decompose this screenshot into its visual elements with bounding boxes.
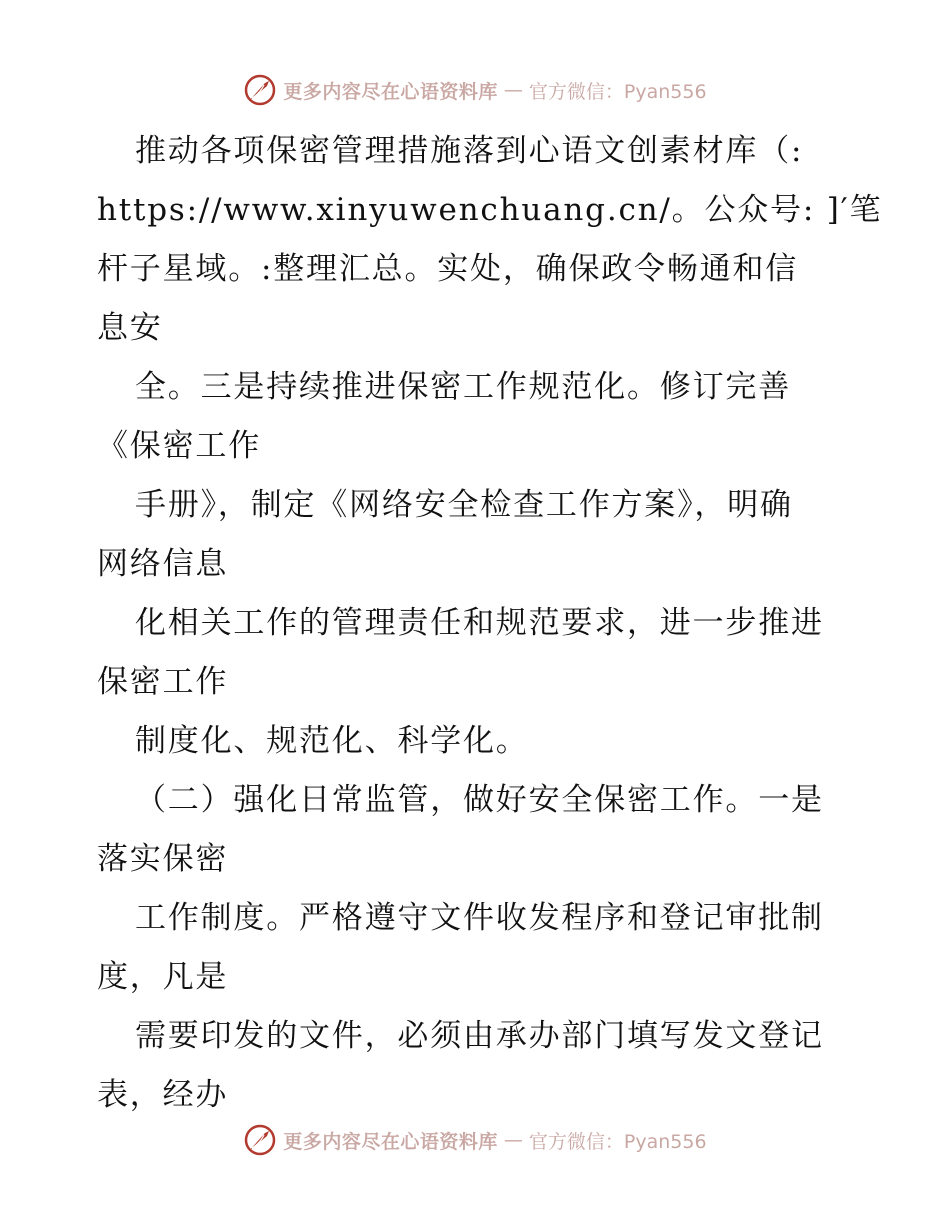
watermark-wechat-text: 官方微信：Pyan556	[528, 1130, 707, 1153]
watermark-site-text: 更多内容尽在心语资料库	[283, 1130, 498, 1153]
text-line: 保密工作	[97, 664, 229, 700]
watermark-site-text: 更多内容尽在心语资料库	[283, 80, 498, 103]
text-line: （二）强化日常监管，做好安全保密工作。一是	[135, 782, 824, 818]
text-line: 表，经办	[97, 1077, 229, 1113]
text-line: 工作制度。严格遵守文件收发程序和登记审批制	[135, 900, 824, 936]
quill-pen-logo-icon	[243, 1123, 277, 1157]
watermark-separator: —	[503, 1129, 523, 1151]
text-line: 推动各项保密管理措施落到心语文创素材库（:	[135, 133, 804, 169]
text-line: 度，凡是	[97, 959, 229, 995]
quill-pen-logo-icon	[243, 73, 277, 107]
footer-watermark	[0, 1120, 950, 1160]
text-line: 全。三是持续推进保密工作规范化。修订完善	[135, 369, 791, 405]
text-line: 化相关工作的管理责任和规范要求，进一步推进	[135, 605, 824, 641]
watermark-wechat-text: 官方微信：Pyan556	[528, 80, 707, 103]
text-line: 网络信息	[97, 546, 229, 582]
text-line: 手册》，制定《网络安全检查工作方案》，明确	[135, 487, 793, 523]
watermark-separator: —	[503, 79, 523, 101]
text-line: 杆子星域。:整理汇总。实处，确保政令畅通和信	[97, 251, 799, 287]
text-line: 《保密工作	[97, 428, 261, 464]
text-line: https://www.xinyuwenchuang.cn/。公众号: ]′笔	[97, 192, 883, 228]
header-watermark	[0, 70, 950, 110]
text-line: 落实保密	[97, 841, 229, 877]
text-line: 需要印发的文件，必须由承办部门填写发文登记	[135, 1018, 824, 1054]
text-line: 制度化、规范化、科学化。	[135, 723, 529, 759]
document-body	[97, 122, 883, 1125]
text-line: 息安	[97, 310, 163, 346]
